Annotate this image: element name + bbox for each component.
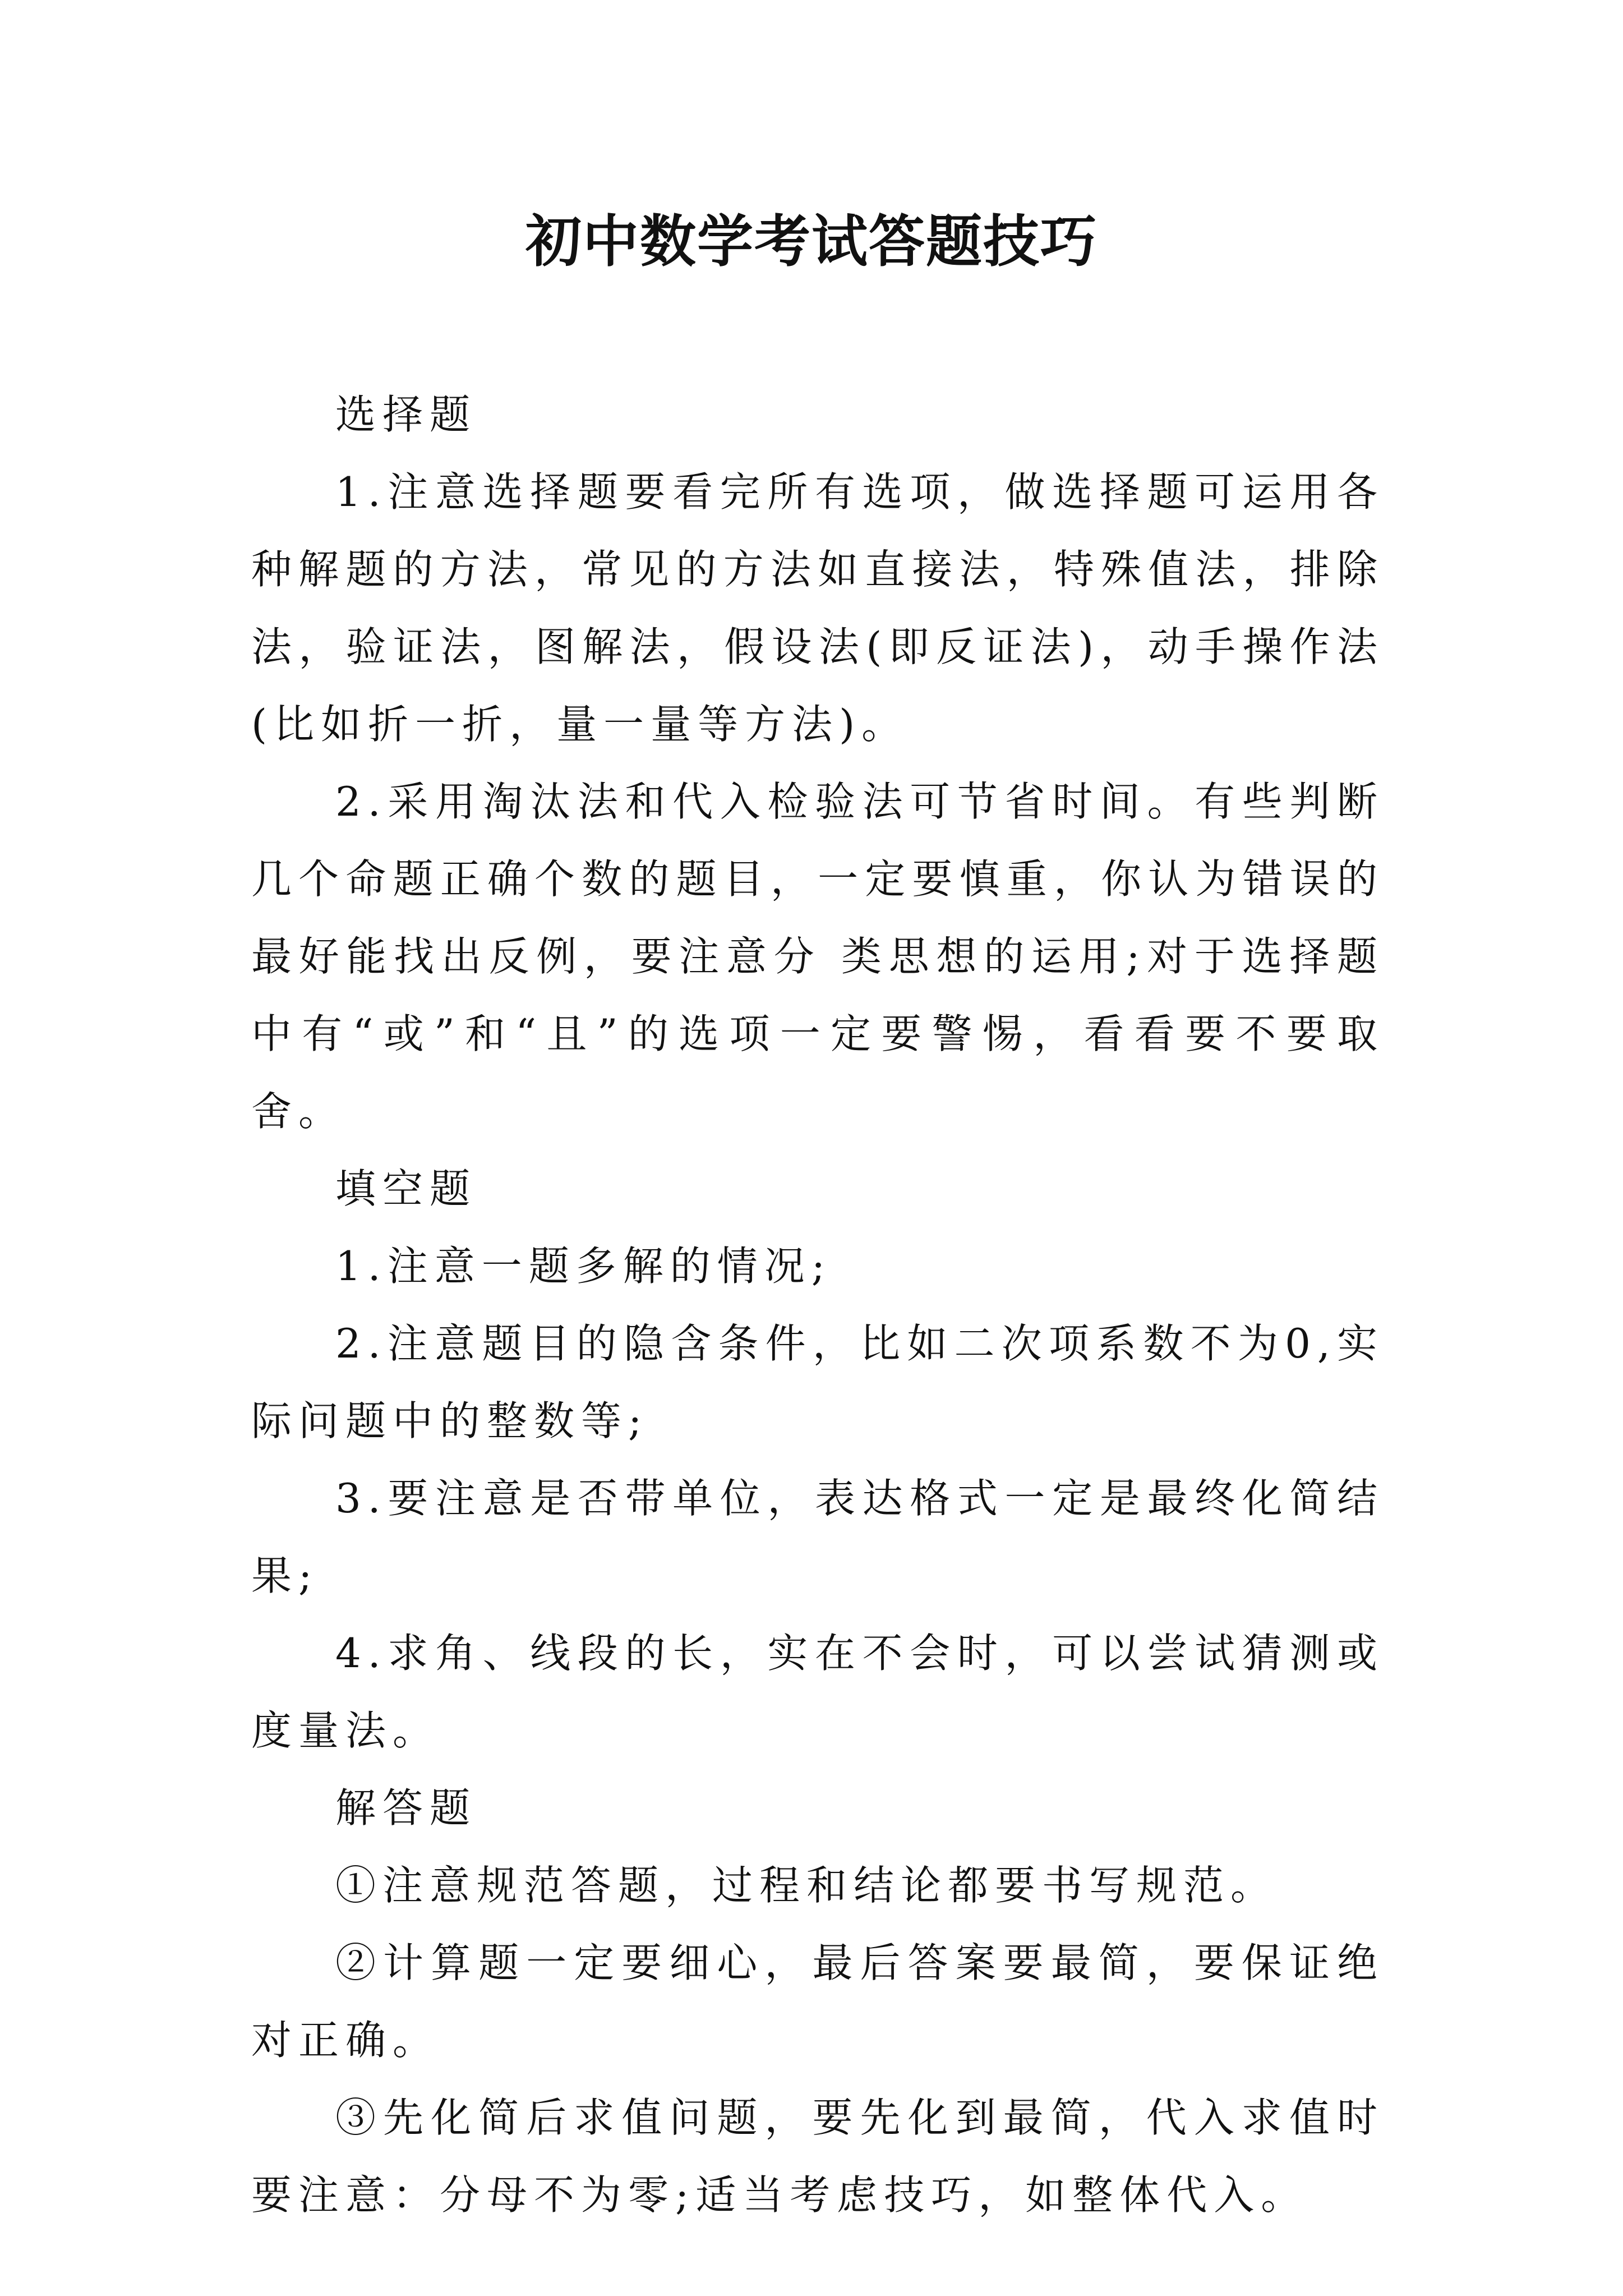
- section-heading-answer: 解答题: [335, 1784, 477, 1832]
- paragraph: 1.注意一题多解的情况;: [335, 1243, 832, 1290]
- document-title: 初中数学考试答题技巧: [525, 208, 1098, 274]
- paragraph: 4.求角、线段的长，实在不会时，可以尝试猜测或度量法。: [251, 1630, 1384, 1754]
- paragraph: 2.注意题目的隐含条件，比如二次项系数不为0,实际问题中的整数等;: [251, 1320, 1384, 1444]
- section-heading-choice: 选择题: [335, 391, 477, 438]
- paragraph: ③先化简后求值问题，要先化到最简，代入求值时要注意：分母不为零;适当考虑技巧，如整体代入。: [251, 2094, 1384, 2219]
- paragraph: ②计算题一定要细心，最后答案要最简，要保证绝对正确。: [251, 1939, 1384, 2064]
- paragraph: 3.要注意是否带单位，表达格式一定是最终化简结果;: [251, 1475, 1384, 1599]
- paragraph: ①注意规范答题，过程和结论都要书写规范。: [335, 1862, 1278, 1909]
- paragraph: 1.注意选择题要看完所有选项，做选择题可运用各种解题的方法，常见的方法如直接法，特殊值法，排除法，验证法，图解法，假设法(即反证法)，动手操作法 (比如折一折，量一量等方法)。: [251, 468, 1384, 748]
- section-heading-fill-blank: 填空题: [335, 1165, 477, 1212]
- document-body: [251, 376, 1384, 2234]
- paragraph: 2.采用淘汰法和代入检验法可节省时间。有些判断几个命题正确个数的题目，一定要慎重，你认为错误的最好能找出反例，要注意分 类思想的运用;对于选择题中有“或”和“且”的选项一定要警惕，看看要不要取舍。: [251, 778, 1384, 1135]
